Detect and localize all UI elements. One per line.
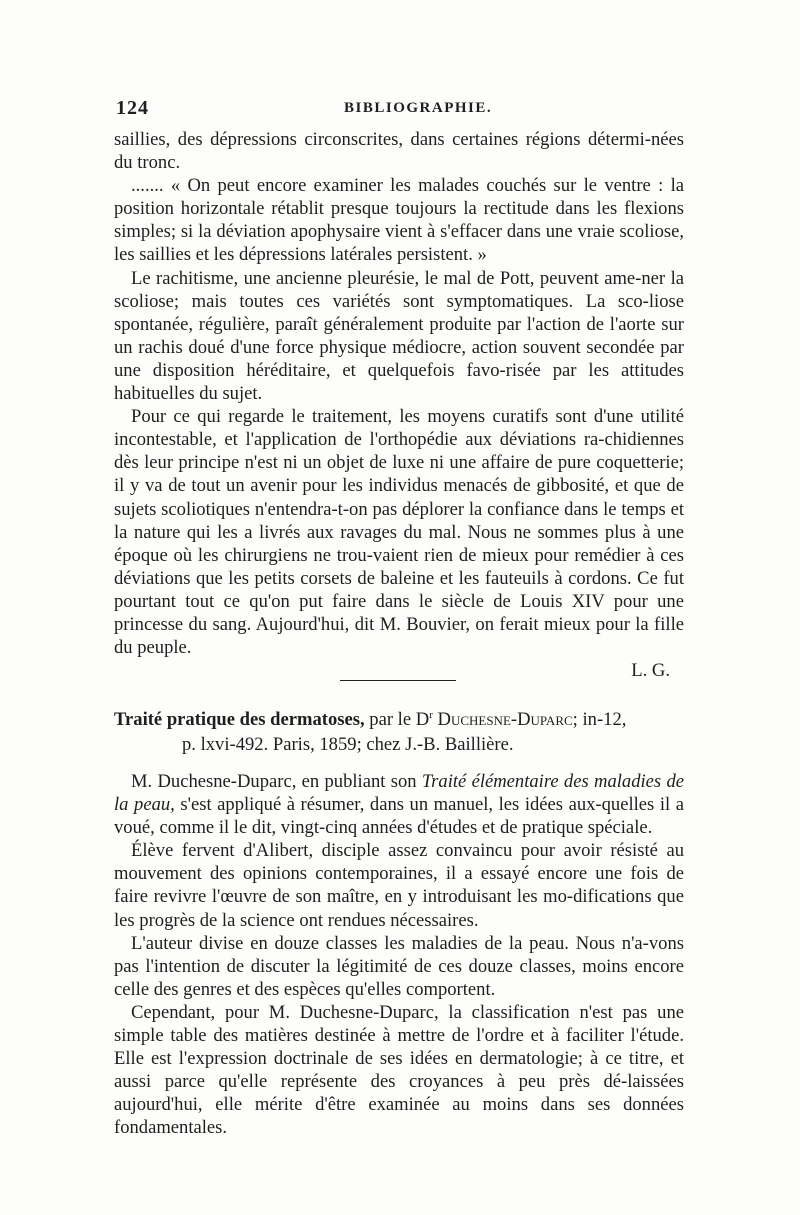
paragraph-classes: L'auteur divise en douze classes les maladies de la peau. Nous n'a-vons pas l'intention de discuter la légitimité de ces douze classes, moins encore celle des genres et des espèces qu'elles comportent.: [114, 932, 684, 1000]
book-title: Traité pratique des dermatoses,: [114, 709, 365, 730]
intro-end: s'est appliqué à résumer, dans un manuel, les idées aux-quelles il a voué, comme il le dit, vingt-cinq années d'études et de pratique spéciale.: [114, 794, 684, 839]
paragraph-traitement: Pour ce qui regarde le traitement, les moyens curatifs sont d'une utilité incontestable, et l'application de l'orthopédie aux déviations ra-chidiennes dès leur principe n'est ni un objet de luxe ni une affaire de pure coquetterie; il y va de tout un avenir pour les individus menacés de gibbosité, et que de sujets scoliotiques n'entendra-t-on pas déplorer la confiance dans le temps et la nature qui les a livrés aux ravages du mal. Nous ne sommes plus à une époque où les chirurgiens ne trou-vaient rien de mieux pour remédier à ces déviations que les petits corsets de baleine et les fauteuils à cordons. Ce fut pourtant tout ce qu'on put faire dans le siècle de Louis XIV pour une princesse du sang. Aujourd'hui, dit M. Bouvier, on ferait mieux pour la fille du peuple.: [114, 406, 684, 659]
running-title: BIBLIOGRAPHIE.: [344, 100, 493, 116]
book-format: ; in-12,: [572, 709, 627, 730]
paragraph-continuation: saillies, des dépressions circonscrites, dans certaines régions détermi-nées du tronc.: [114, 129, 684, 174]
paragraph-alibert: Élève fervent d'Alibert, disciple assez convaincu pour avoir résisté au mouvement des opinions contemporaines, il a essayé encore une fois de faire revivre l'œuvre de son maître, en y introduisant les mo-difications que les progrès de la science ont rendues nécessaires.: [114, 840, 684, 931]
paragraph-classification: Cependant, pour M. Duchesne-Duparc, la classification n'est pas une simple table des matières destinée à mettre de l'ordre et à faciliter l'étude. Elle est l'expression doctrinale de ses idées en dermatologie; à ce titre, et aussi parce qu'elle représente des croyances à peu près dé-laissées aujourd'hui, elle mérite d'être examinée au moins dans ses données fondamentales.: [114, 1001, 684, 1139]
page-number: 124: [116, 97, 149, 119]
review-lg-text: [114, 128, 684, 682]
paragraph-intro: [114, 770, 684, 839]
paragraph-quote: ....... « On peut encore examiner les malades couchés sur le ventre : la position horizontale rétablit presque toujours la rectitude dans les flexions simples; si la déviation apophysaire vient à s'effacer dans une vraie scoliose, les saillies et les dépressions latérales persistent. »: [114, 175, 684, 266]
cited-work-title: Traité élémentaire des maladies de la peau,: [114, 771, 684, 816]
intro-start: M. Duchesne-Duparc, en publiant son: [131, 771, 417, 792]
doctor-superscript: r: [429, 708, 433, 721]
paragraph-rachitisme: Le rachitisme, une ancienne pleurésie, le mal de Pott, peuvent ame-ner la scoliose; mais toutes ces variétés sont symptomatiques. La sco-liose spontanée, régulière, paraît généralement produite par l'action de l'aorte sur un rachis doué d'une force physique médiocre, action souvent secondée par une disposition héréditaire, et quelquefois favo-risée par les attitudes habituelles du sujet.: [114, 267, 684, 405]
publication-details: p. lxvi-492. Paris, 1859; chez J.-B. Baillière.: [182, 734, 514, 755]
section-divider: [340, 680, 456, 681]
book-author: Duchesne-Duparc: [437, 709, 573, 730]
bibliographic-entry: [114, 707, 684, 757]
review-duchesne-text: [114, 770, 684, 1140]
reviewer-signature: L. G.: [631, 660, 670, 682]
page-header: [116, 97, 682, 121]
entry-by: par le D: [369, 709, 430, 730]
